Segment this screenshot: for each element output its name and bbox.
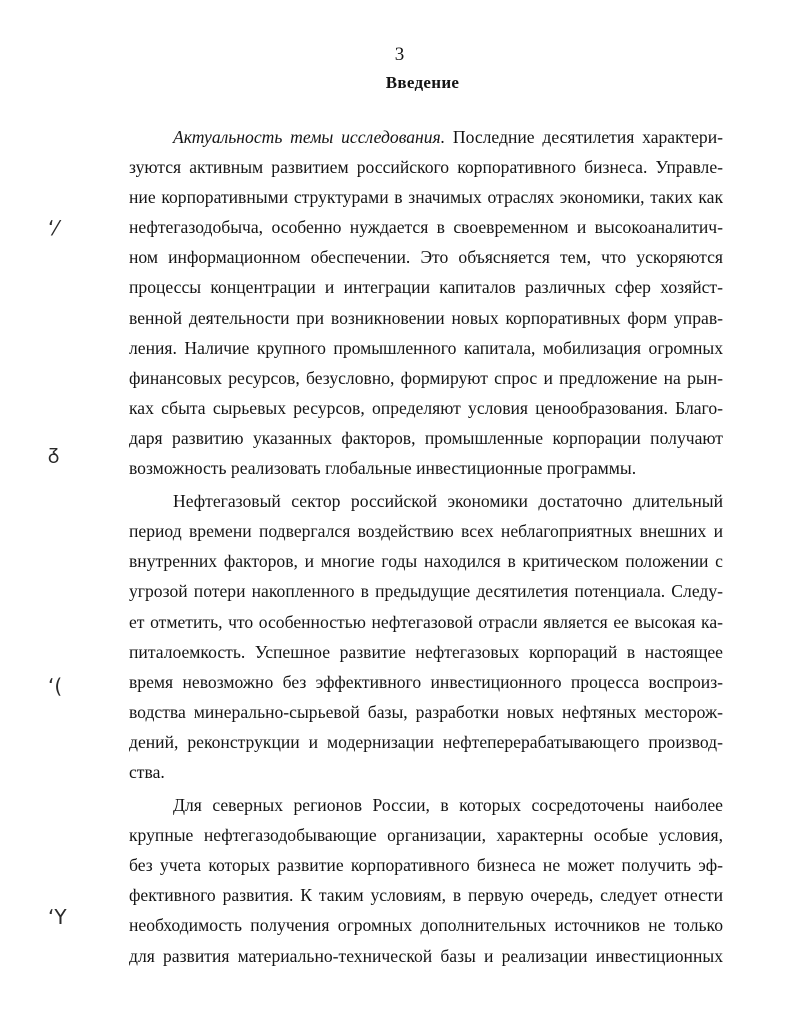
paragraph-2 [129, 486, 723, 787]
paragraph-2-line: дений, реконструкции и модернизации нефтеперерабатывающего производ- [129, 731, 723, 752]
paragraph-2-line: угрозой потери накопленного в предыдущие десятилетия потенциала. Следу- [129, 581, 723, 602]
margin-mark-2: ᵹ [48, 440, 60, 464]
paragraph-1 [129, 122, 723, 483]
paragraph-3-line: для развития материально-технической базы и реализации инвестиционных [129, 945, 723, 966]
paragraph-3 [129, 790, 723, 971]
paragraph-1-line [129, 122, 723, 152]
margin-mark-3: ʻ( [48, 674, 63, 698]
margin-mark-1: ʻ⁄ [48, 216, 58, 240]
paragraph-1-line: ках сбыта сырьевых ресурсов, определяют условия ценообразования. Благо- [129, 397, 723, 418]
paragraph-2-line: водства минерально-сырьевой базы, разработки новых нефтяных месторож- [129, 701, 723, 722]
paragraph-2-line: период времени подвергался воздействию всех неблагоприятных внешних и [129, 521, 723, 542]
paragraph-1-line: ном информационном обеспечении. Это объясняется тем, что ускоряются [129, 247, 723, 268]
topic-relevance-heading: Актуальность темы исследования. [173, 127, 446, 147]
paragraph-3-line: крупные нефтегазодобывающие организации, характерны особые условия, [129, 825, 723, 846]
paragraph-2-line: время невозможно без эффективного инвестиционного процесса воспроиз- [129, 671, 723, 692]
paragraph-2-line: питалоемкость. Успешное развитие нефтегазовых корпораций в настоящее [129, 641, 723, 662]
paragraph-2-line: ства. [129, 761, 165, 782]
paragraph-1-line: возможность реализовать глобальные инвестиционные программы. [129, 458, 637, 479]
paragraph-3-line: фективного развития. К таким условиям, в первую очередь, следует отнести [129, 885, 723, 906]
body-text [129, 122, 723, 971]
paragraph-3-line: без учета которых развитие корпоративного бизнеса не может получить эф- [129, 855, 723, 876]
paragraph-3-line: Для северных регионов России, в которых сосредоточены наиболее [173, 795, 723, 816]
paragraph-1-line: нефтегазодобыча, особенно нуждается в своевременном и высокоаналитич- [129, 217, 723, 238]
paragraph-1-line: ления. Наличие крупного промышленного капитала, мобилизация огромных [129, 337, 723, 358]
margin-mark-4: ʻY [48, 905, 67, 929]
paragraph-1-line: венной деятельности при возникновении новых корпоративных форм управ- [129, 307, 723, 328]
paragraph-1-line: процессы концентрации и интеграции капиталов различных сфер хозяйст- [129, 277, 723, 298]
paragraph-1-line: ние корпоративными структурами в значимых отраслях экономики, таких как [129, 187, 723, 208]
paragraph-1-line: финансовых ресурсов, безусловно, формируют спрос и предложение на рын- [129, 367, 723, 388]
paragraph-1-line: даря развитию указанных факторов, промышленные корпорации получают [129, 427, 723, 448]
page-number: 3 [394, 44, 405, 65]
paragraph-2-line: Нефтегазовый сектор российской экономики достаточно длительный [173, 491, 723, 512]
paragraph-1-lead-text: Последние десятилетия характери- [445, 127, 723, 147]
paragraph-2-line: ет отметить, что особенностью нефтегазовой отрасли является ее высокая ка- [129, 611, 723, 632]
paragraph-1-line: зуются активным развитием российского корпоративного бизнеса. Управле- [129, 157, 723, 178]
paragraph-3-line: необходимость получения огромных дополнительных источников не только [129, 915, 723, 936]
paragraph-2-line: внутренних факторов, и многие годы находился в критическом положении с [129, 551, 723, 572]
page-title: Введение [385, 73, 460, 92]
